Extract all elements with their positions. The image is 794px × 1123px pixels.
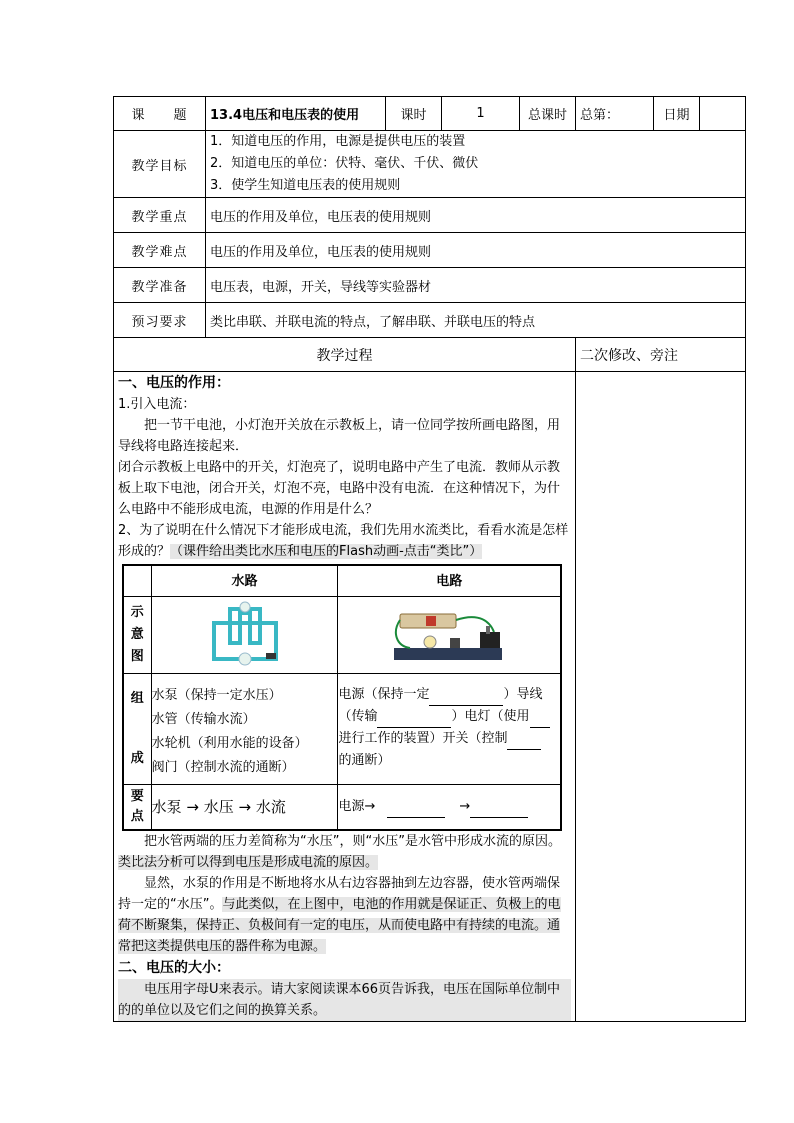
composition-label-a: 组: [130, 691, 144, 706]
water-circuit-diagram: [206, 599, 284, 671]
process-title: 教学过程: [114, 338, 576, 372]
diagram-row-label: 示意图: [123, 597, 151, 674]
circuit-photo-diagram: [390, 602, 508, 668]
key-label: 教学重点: [114, 198, 206, 233]
composition-label-b: 成: [130, 751, 144, 766]
total-label: 总课时: [520, 97, 576, 131]
paragraph: [118, 831, 571, 873]
goal-item: 1．知道电压的作用，电源是提供电压的装置: [210, 134, 466, 149]
course-label: 课 题: [114, 97, 206, 131]
water-column-header: 水路: [151, 565, 338, 597]
composition-row-label: [123, 674, 151, 785]
goal-item: 2．知道电压的单位：伏特、毫伏、千伏、微伏: [210, 156, 479, 171]
circuit-text: 电源（保持一定: [338, 687, 430, 702]
key-row: [114, 198, 746, 233]
comparison-table: [122, 564, 562, 831]
header-row: [114, 97, 746, 131]
circuit-text: ）导线: [503, 687, 543, 702]
water-diagram-cell: [151, 597, 338, 674]
date-label: 日期: [654, 97, 700, 131]
notes-cell: [576, 372, 746, 1022]
paragraph-text: 2、为了说明在什么情况下才能形成电流，我们先用水流类比，看看水流是怎样形成的？: [118, 523, 569, 559]
water-composition: [151, 674, 338, 785]
key-text: 电压的作用及单位，电压表的使用规则: [206, 198, 746, 233]
circuit-text: （传输: [338, 709, 378, 724]
goals-list: [206, 131, 746, 198]
key-label-a: 要: [130, 789, 144, 804]
circuit-line: [338, 728, 560, 750]
date-value: [700, 97, 746, 131]
circuit-line: 的通断）: [338, 753, 391, 768]
composition-row: [123, 674, 561, 785]
process-content: [114, 372, 576, 1022]
highlighted-text: 类比法分析可以得到电压是形成电流的原因。: [118, 855, 379, 870]
prep-label: 教学准备: [114, 268, 206, 303]
circuit-line: [338, 684, 560, 706]
key-points-row: [123, 785, 561, 831]
preview-text: 类比串联、并联电流的特点，了解串联、并联电压的特点: [206, 303, 746, 338]
circuit-key-arrow: →: [459, 799, 471, 814]
highlighted-text: （课件给出类比水压和电压的Flash动画-点击“类比”）: [170, 544, 483, 559]
notes-title: 二次修改、旁注: [576, 338, 746, 372]
paragraph: 把一节干电池，小灯泡开关放在示教板上，请一位同学按所画电路图，用导线将电路连接起来．: [118, 418, 561, 454]
circuit-diagram-cell: [338, 597, 561, 674]
period-value: 1: [442, 97, 520, 131]
paragraph: [118, 520, 571, 562]
fill-blank: [387, 796, 445, 818]
process-header-row: [114, 338, 746, 372]
paragraph: 闭合示教板上电路中的开关，灯泡亮了，说明电路中产生了电流．教师从示教板上取下电池，闭合开关，灯泡不亮，电路中没有电流．在这种情况下，为什么电路中不能形成电流，电源的作用是什么？: [118, 460, 561, 517]
key-points-label: [123, 785, 151, 831]
goals-row: [114, 131, 746, 198]
process-body-row: [114, 372, 746, 1022]
water-key-points: 水泵 → 水压 → 水流: [151, 785, 338, 831]
paragraph: 电压用字母U来表示。请大家阅读课本66页告诉我，电压在国际单位制中的的单位以及它们之间的换算关系。: [118, 979, 571, 1021]
highlighted-text: 与此类似，在上图中，电池的作用就是保证正、负极上的电荷不断聚集，保持正、负极间有一定的电压，从而使电路中有持续的电流。通常把这类提供电压的器件称为电源。: [118, 897, 561, 954]
fill-blank: [377, 706, 451, 728]
circuit-composition: [338, 674, 561, 785]
goal-item: 3．使学生知道电压表的使用规则: [210, 178, 401, 193]
circuit-text: 进行工作的装置）开关（控制: [338, 731, 508, 746]
comparison-header-row: [123, 565, 561, 597]
circuit-line: [338, 706, 560, 728]
water-item: 水轮机（利用水能的设备）: [151, 736, 308, 751]
diagram-row: [123, 597, 561, 674]
paragraph-text: 把水管两端的压力差简称为“水压”，则“水压”是水管中形成水流的原因。: [144, 834, 561, 849]
section-2-title: 二、电压的大小：: [118, 960, 230, 976]
prep-text: 电压表，电源，开关，导线等实验器材: [206, 268, 746, 303]
lesson-plan-table: [113, 96, 746, 1022]
circuit-key-text: 电源→: [338, 799, 376, 814]
subheading-1: 1.引入电流：: [118, 397, 196, 412]
prep-row: [114, 268, 746, 303]
corner-cell: [123, 565, 151, 597]
water-item: 水泵（保持一定水压）: [151, 688, 282, 703]
preview-row: [114, 303, 746, 338]
fill-blank: [530, 706, 550, 728]
circuit-text: ）电灯（使用: [451, 709, 530, 724]
water-item: 水管（传输水流）: [151, 712, 256, 727]
number-label: 总第：: [576, 97, 654, 131]
water-item: 阀门（控制水流的通断）: [151, 760, 295, 775]
course-title: 13.4电压和电压表的使用: [206, 97, 386, 131]
lesson-plan-document: [113, 96, 745, 1022]
key-label-b: 点: [130, 809, 144, 824]
period-label: 课时: [386, 97, 442, 131]
fill-blank: [470, 796, 528, 818]
circuit-column-header: 电路: [338, 565, 561, 597]
difficulty-row: [114, 233, 746, 268]
fill-blank: [429, 684, 503, 706]
difficulty-text: 电压的作用及单位，电压表的使用规则: [206, 233, 746, 268]
preview-label: 预习要求: [114, 303, 206, 338]
paragraph: [118, 873, 571, 957]
paragraph-text: 显然，水泵的作用是不断地将水从右边容器抽到左边容器，使水管两端保持一定的“水压”。: [118, 876, 561, 912]
difficulty-label: 教学难点: [114, 233, 206, 268]
fill-blank: [507, 728, 541, 750]
goals-label: 教学目标: [114, 131, 206, 198]
section-1-title: 一、电压的作用：: [118, 375, 230, 391]
circuit-key-points: [338, 785, 561, 831]
